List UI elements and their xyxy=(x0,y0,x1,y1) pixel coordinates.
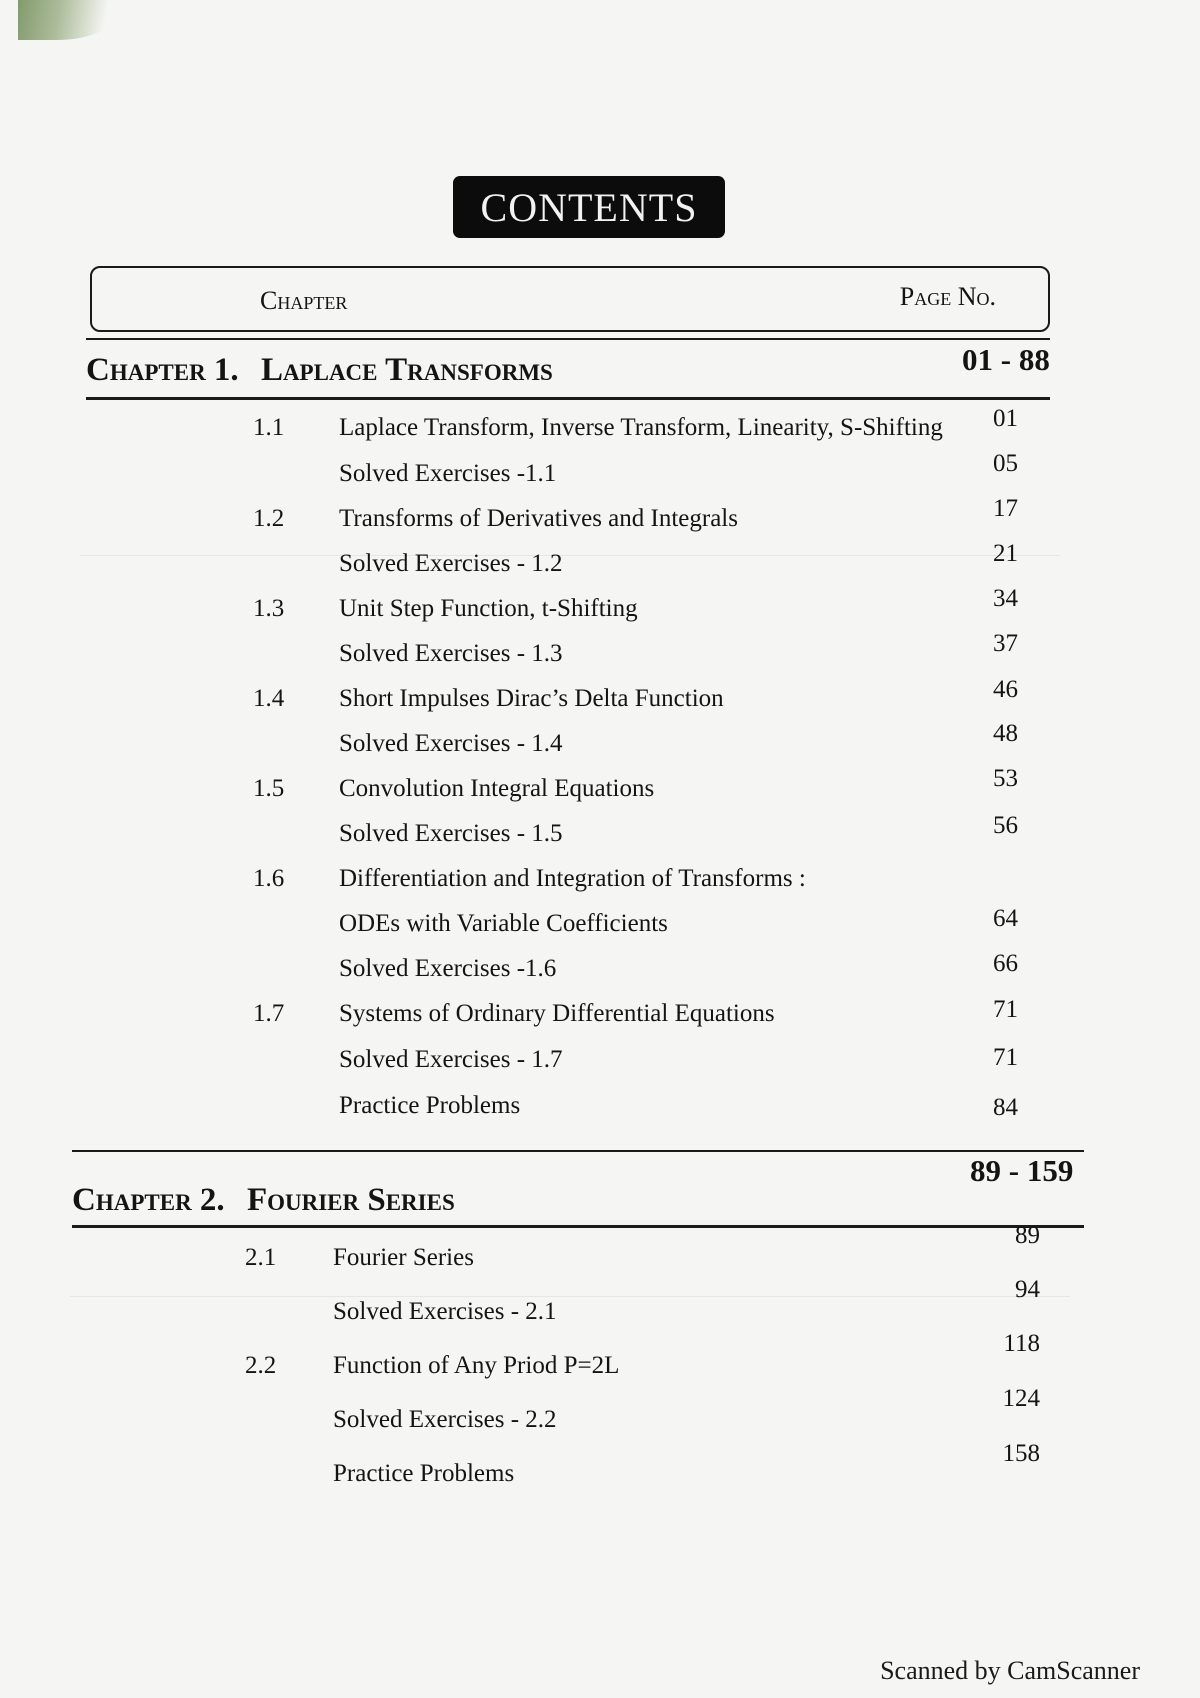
toc-row xyxy=(0,505,1200,545)
section-page-number: 48 xyxy=(993,720,1018,747)
section-page-number: 124 xyxy=(1002,1385,1040,1412)
scan-corner-smudge xyxy=(18,0,118,40)
section-title: Solved Exercises - 1.2 xyxy=(339,550,563,577)
section-title: Function of Any Priod P=2L xyxy=(333,1352,620,1379)
section-number: 1.2 xyxy=(253,505,285,532)
section-page-number: 34 xyxy=(993,585,1018,612)
bleed-through-line xyxy=(70,1296,1070,1297)
section-number: 1.3 xyxy=(253,595,285,622)
section-title: Short Impulses Dirac’s Delta Function xyxy=(339,685,724,712)
toc-row xyxy=(0,955,1200,995)
section-page-number: 158 xyxy=(1002,1440,1040,1467)
section-number: 1.5 xyxy=(253,775,285,802)
header-chapter-label: Chapter xyxy=(260,286,348,315)
section-title: ODEs with Variable Coefficients xyxy=(339,910,668,937)
section-page-number: 01 xyxy=(993,405,1018,432)
section-title: Solved Exercises - 1.7 xyxy=(339,1046,563,1073)
toc-row xyxy=(0,414,1200,454)
toc-row xyxy=(0,685,1200,725)
section-number: 1.6 xyxy=(253,865,285,892)
section-page-number: 56 xyxy=(993,812,1018,839)
section-page-number: 71 xyxy=(993,996,1018,1023)
section-title: Fourier Series xyxy=(333,1244,474,1271)
toc-row xyxy=(0,550,1200,590)
section-title: Solved Exercises -1.6 xyxy=(339,955,557,982)
section-title: Solved Exercises - 1.5 xyxy=(339,820,563,847)
chapter-2-heading xyxy=(72,1182,455,1219)
section-title: Solved Exercises - 1.4 xyxy=(339,730,563,757)
section-number: 1.1 xyxy=(253,414,285,441)
page-title: CONTENTS xyxy=(480,184,698,230)
section-page-number: 46 xyxy=(993,676,1018,703)
toc-row xyxy=(0,730,1200,770)
chapter-2-label: Chapter 2. xyxy=(72,1182,225,1218)
section-page-number: 37 xyxy=(993,630,1018,657)
section-page-number: 118 xyxy=(1003,1330,1040,1357)
scanner-watermark: Scanned by CamScanner xyxy=(880,1656,1140,1685)
toc-row xyxy=(0,820,1200,860)
chapter-1-heading xyxy=(86,352,553,389)
section-title: Systems of Ordinary Differential Equations xyxy=(339,1000,775,1027)
section-page-number: 64 xyxy=(993,905,1018,932)
section-page-number: 66 xyxy=(993,950,1018,977)
section-title: Differentiation and Integration of Transforms : xyxy=(339,865,806,892)
toc-row xyxy=(0,910,1200,950)
section-page-number: 84 xyxy=(993,1094,1018,1121)
toc-row xyxy=(0,1000,1200,1040)
section-title: Practice Problems xyxy=(333,1460,515,1487)
toc-row xyxy=(0,595,1200,635)
toc-row xyxy=(0,460,1200,500)
chapter-1-top-rule xyxy=(86,338,1050,340)
chapter-2-bottom-rule xyxy=(72,1225,1084,1228)
toc-row xyxy=(0,640,1200,680)
section-title: Laplace Transform, Inverse Transform, Linearity, S-Shifting xyxy=(339,414,943,441)
chapter-2-page-range: 89 - 159 xyxy=(970,1153,1074,1188)
toc-row xyxy=(0,865,1200,905)
chapter-2-top-rule xyxy=(72,1150,1084,1152)
section-page-number: 21 xyxy=(993,540,1018,567)
section-title: Solved Exercises -1.1 xyxy=(339,460,557,487)
section-page-number: 94 xyxy=(1015,1276,1040,1303)
section-title: Convolution Integral Equations xyxy=(339,775,655,802)
section-number: 1.4 xyxy=(253,685,285,712)
section-page-number: 71 xyxy=(993,1044,1018,1071)
section-page-number: 53 xyxy=(993,765,1018,792)
section-number: 2.2 xyxy=(245,1352,277,1379)
chapter-1-bottom-rule xyxy=(86,397,1050,400)
section-number: 2.1 xyxy=(245,1244,277,1271)
section-page-number: 05 xyxy=(993,450,1018,477)
section-title: Solved Exercises - 2.2 xyxy=(333,1406,557,1433)
contents-title-box xyxy=(453,176,725,238)
section-title: Unit Step Function, t-Shifting xyxy=(339,595,638,622)
section-number: 1.7 xyxy=(253,1000,285,1027)
table-header xyxy=(90,266,1050,332)
toc-row xyxy=(0,1046,1200,1086)
chapter-1-label: Chapter 1. xyxy=(86,352,239,388)
section-page-number: 89 xyxy=(1015,1222,1040,1249)
section-title: Practice Problems xyxy=(339,1092,521,1119)
section-title: Solved Exercises - 1.3 xyxy=(339,640,563,667)
chapter-1-title: Laplace Transforms xyxy=(260,352,553,388)
section-page-number: 17 xyxy=(993,495,1018,522)
header-page-label: Page No. xyxy=(899,282,996,311)
chapter-2-title: Fourier Series xyxy=(246,1182,455,1218)
toc-row xyxy=(0,775,1200,815)
toc-row xyxy=(0,1092,1200,1132)
chapter-1-page-range: 01 - 88 xyxy=(962,342,1050,377)
section-title: Solved Exercises - 2.1 xyxy=(333,1298,557,1325)
section-title: Transforms of Derivatives and Integrals xyxy=(339,505,738,532)
